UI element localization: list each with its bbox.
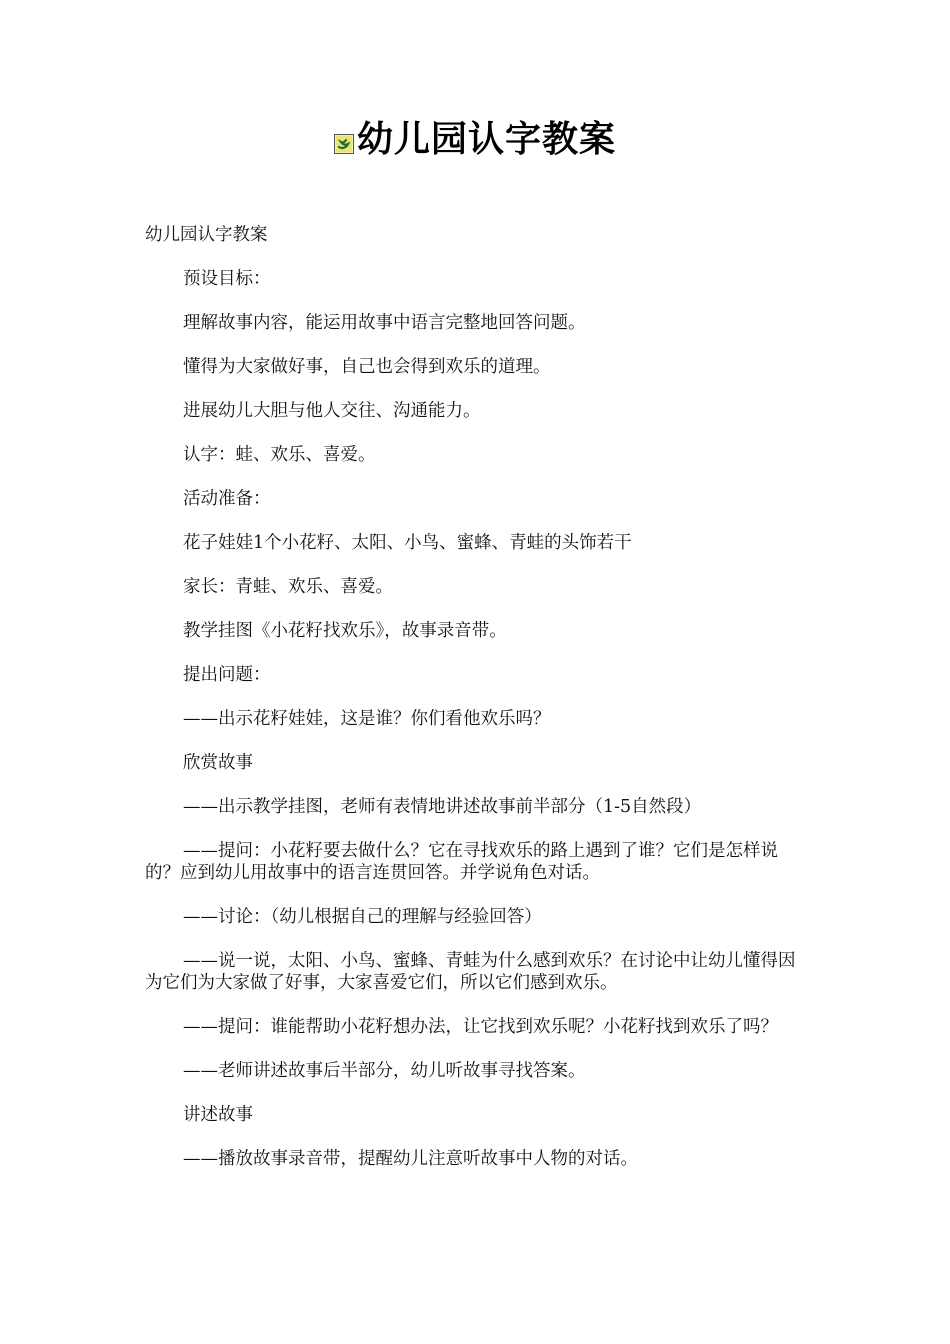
paragraph: 提出问题： [183,665,271,685]
paragraph: ——提问：谁能帮助小花籽想办法，让它找到欢乐呢？小花籽找到欢乐了吗？ [183,1017,778,1037]
paragraph: 家长：青蛙、欢乐、喜爱。 [183,577,393,597]
paragraph: 进展幼儿大胆与他人交往、沟通能力。 [183,401,481,421]
paragraph: 理解故事内容，能运用故事中语言完整地回答问题。 [183,313,586,333]
paragraph: ——播放故事录音带，提醒幼儿注意听故事中人物的对话。 [183,1149,638,1169]
document-body [145,224,800,1192]
paragraph: 欣赏故事 [183,753,253,773]
paragraph: 预设目标： [183,269,271,289]
paragraph: ——说一说，太阳、小鸟、蜜蜂、青蛙为什么感到欢乐？在讨论中让幼儿懂得因为它们为大家做了好事，大家喜爱它们，所以它们感到欢乐。 [145,951,796,993]
document-title: 幼儿园认字教案 [356,119,616,160]
paragraph: ——出示教学挂图，老师有表情地讲述故事前半部分（1-5自然段） [183,797,702,817]
paragraph: 幼儿园认字教案 [145,225,268,245]
paragraph: 花子娃娃1个小花籽、太阳、小鸟、蜜蜂、青蛙的头饰若干 [183,533,632,553]
paragraph: 活动准备： [183,489,271,509]
document-icon [334,134,354,154]
paragraph: 懂得为大家做好事，自己也会得到欢乐的道理。 [183,357,551,377]
paragraph: 认字：蛙、欢乐、喜爱。 [183,445,376,465]
paragraph: ——老师讲述故事后半部分，幼儿听故事寻找答案。 [183,1061,586,1081]
paragraph: 教学挂图《小花籽找欢乐》，故事录音带。 [183,621,507,641]
paragraph: ——提问：小花籽要去做什么？它在寻找欢乐的路上遇到了谁？它们是怎样说的？应到幼儿用故事中的语言连贯回答。并学说角色对话。 [145,841,778,883]
paragraph: ——讨论：（幼儿根据自己的理解与经验回答） [183,907,542,927]
paragraph: ——出示花籽娃娃，这是谁？你们看他欢乐吗？ [183,709,551,729]
title-row [0,116,950,164]
paragraph: 讲述故事 [183,1105,253,1125]
